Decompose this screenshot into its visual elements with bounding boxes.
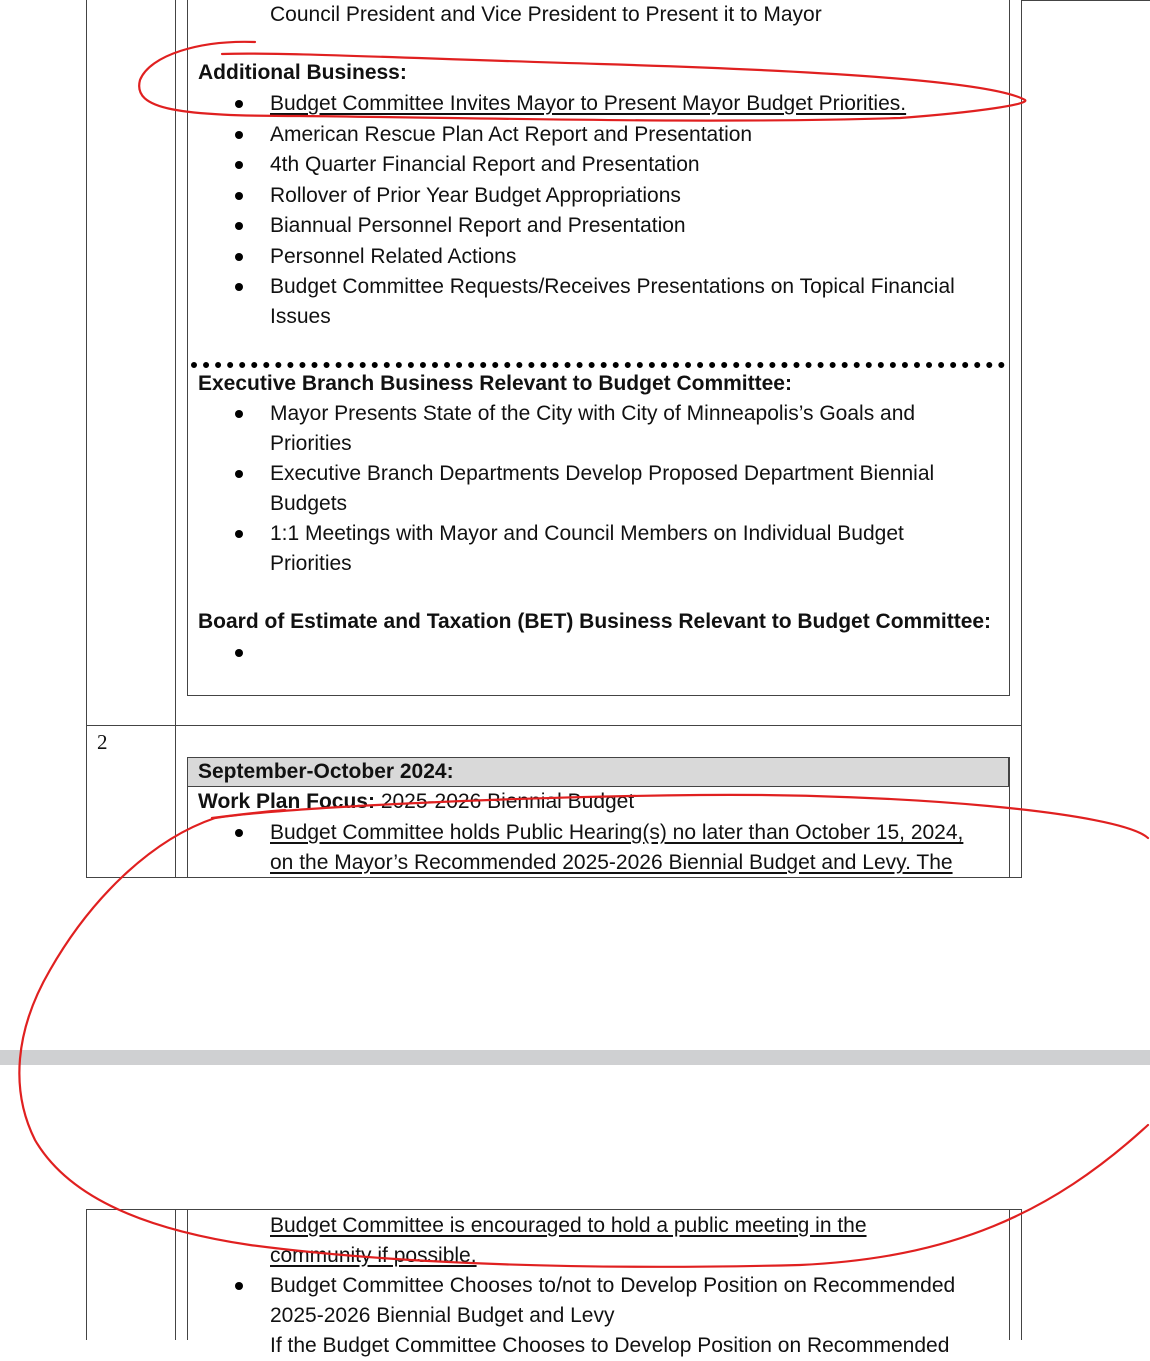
page2-inner-right bbox=[1009, 1209, 1010, 1340]
list-item: Mayor Presents State of the City with City of Minneapolis’s Goals and bbox=[270, 402, 916, 425]
list-item-continuation: Budget Committee is encouraged to hold a public meeting in the bbox=[270, 1214, 867, 1237]
bullet-icon bbox=[235, 470, 243, 478]
row-divider bbox=[86, 725, 1021, 726]
list-item-continuation: Budgets bbox=[270, 492, 348, 515]
top-line-text: Council President and Vice President to Present it to Mayor bbox=[270, 3, 822, 26]
list-item-continuation: Priorities bbox=[270, 552, 352, 575]
table-left-border bbox=[86, 0, 87, 878]
inner-box-left bbox=[187, 0, 188, 696]
bullet-icon bbox=[235, 192, 243, 200]
additional-business-heading: Additional Business: bbox=[198, 61, 407, 84]
page2-table-right bbox=[1021, 1209, 1022, 1340]
list-item: 4th Quarter Financial Report and Presentation bbox=[270, 153, 700, 176]
inner-box-bottom bbox=[187, 695, 1009, 696]
page2-inner-left bbox=[187, 1209, 188, 1340]
row2-box-right bbox=[1009, 757, 1010, 878]
bet-heading: Board of Estimate and Taxation (BET) Business Relevant to Budget Committee: bbox=[198, 610, 992, 633]
list-item-continuation: community if possible. bbox=[270, 1244, 477, 1267]
list-item: American Rescue Plan Act Report and Presentation bbox=[270, 123, 753, 146]
list-item-continuation: Issues bbox=[270, 305, 331, 328]
page2-col-divider bbox=[175, 1209, 176, 1340]
list-item: Executive Branch Departments Develop Proposed Department Biennial bbox=[270, 462, 935, 485]
list-item-continuation: Priorities bbox=[270, 432, 352, 455]
list-item: Budget Committee holds Public Hearing(s) no later than October 15, 2024, bbox=[270, 821, 964, 844]
executive-heading: Executive Branch Business Relevant to Budget Committee: bbox=[198, 372, 792, 395]
focus-label: Work Plan Focus: bbox=[198, 790, 375, 813]
list-item: 1:1 Meetings with Mayor and Council Members on Individual Budget bbox=[270, 522, 904, 545]
bullet-icon bbox=[235, 829, 243, 837]
list-item-continuation: on the Mayor’s Recommended 2025-2026 Biennial Budget and Levy. The bbox=[270, 851, 953, 874]
list-item: Biannual Personnel Report and Presentation bbox=[270, 214, 686, 237]
list-item: Budget Committee Chooses to/not to Develop Position on Recommended bbox=[270, 1274, 956, 1297]
row-number: 2 bbox=[97, 730, 108, 754]
focus-value: 2025-2026 Biennial Budget bbox=[374, 790, 635, 813]
inner-box-right bbox=[1009, 0, 1010, 696]
bullet-icon bbox=[235, 530, 243, 538]
bullet-icon bbox=[235, 222, 243, 230]
list-item: Budget Committee Requests/Receives Presentations on Topical Financial bbox=[270, 275, 955, 298]
list-item: Personnel Related Actions bbox=[270, 245, 517, 268]
page-break bbox=[0, 1050, 1150, 1065]
bullet-icon bbox=[235, 283, 243, 291]
list-item-partial: If the Budget Committee Chooses to Develop Position on Recommended bbox=[270, 1334, 950, 1357]
bullet-icon bbox=[235, 161, 243, 169]
bullet-icon bbox=[235, 1282, 243, 1290]
work-plan-focus bbox=[198, 787, 634, 817]
table-right-border bbox=[1021, 0, 1022, 878]
dotted-separator bbox=[191, 362, 1005, 368]
table-col-divider bbox=[175, 0, 176, 878]
page2-table-top bbox=[86, 1209, 1021, 1210]
page2-table-left bbox=[86, 1209, 87, 1340]
bullet-icon bbox=[235, 131, 243, 139]
bullet-icon bbox=[235, 100, 243, 108]
list-item: Budget Committee Invites Mayor to Present Mayor Budget Priorities. bbox=[270, 92, 907, 115]
bullet-icon bbox=[235, 649, 243, 657]
bullet-icon bbox=[235, 410, 243, 418]
bullet-icon bbox=[235, 253, 243, 261]
period-header: September-October 2024: bbox=[198, 760, 454, 783]
page-top-rule bbox=[1022, 0, 1150, 1]
list-item: Rollover of Prior Year Budget Appropriations bbox=[270, 184, 681, 207]
list-item-continuation: 2025-2026 Biennial Budget and Levy bbox=[270, 1304, 615, 1327]
